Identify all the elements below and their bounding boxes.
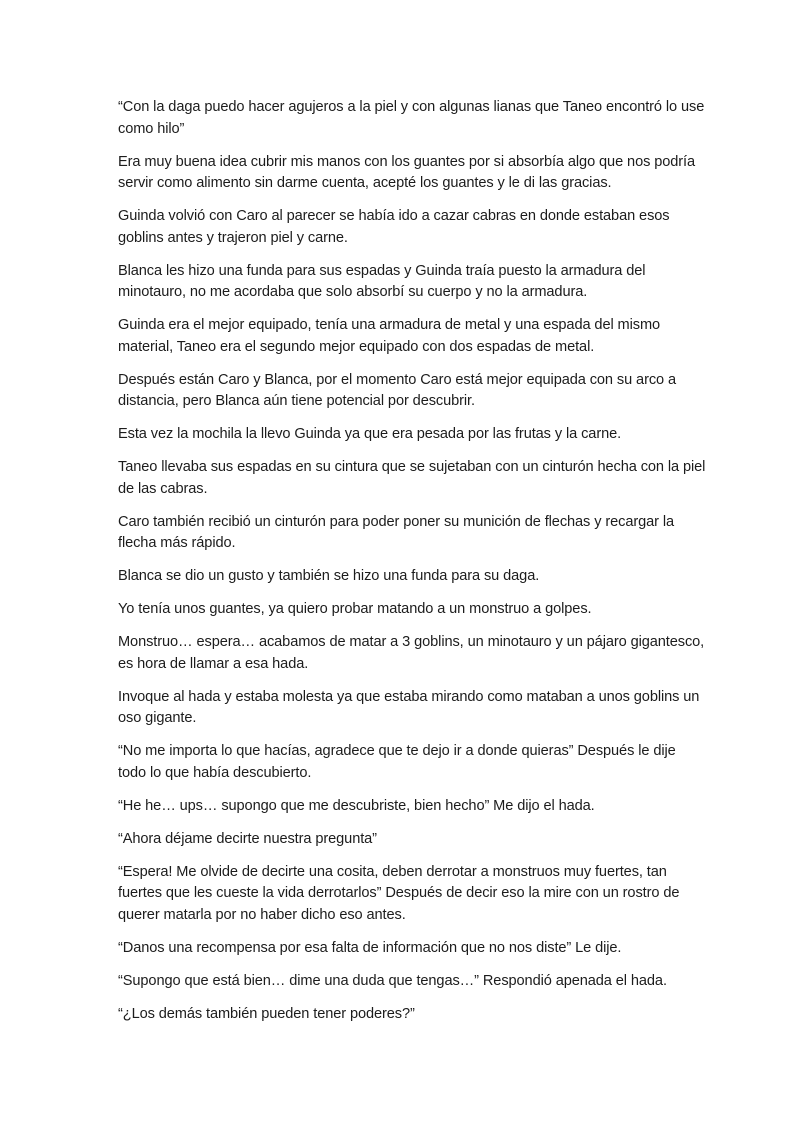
paragraph-13: Invoque al hada y estaba molesta ya que estaba mirando como mataban a unos goblins un oso gigante. xyxy=(118,688,700,726)
paragraph-7: Esta vez la mochila la llevo Guinda ya que era pesada por las frutas y la carne. xyxy=(118,426,622,442)
paragraph-14: “No me importa lo que hacías, agradece que te dejo ir a donde quieras” Después le dije todo lo que había descubierto. xyxy=(118,743,676,781)
paragraph-1: “Con la daga puedo hacer agujeros a la piel y con algunas lianas que Taneo encontró lo use como hilo” xyxy=(118,99,705,137)
paragraph-19: “Supongo que está bien… dime una duda que tengas…” Respondió apenada el hada. xyxy=(118,972,667,989)
paragraph-9: Caro también recibió un cinturón para poder poner su munición de flechas y recargar la flecha más rápido. xyxy=(118,513,675,551)
paragraph-11: Yo tenía unos guantes, ya quiero probar matando a un monstruo a golpes. xyxy=(118,601,592,617)
paragraph-20: “¿Los demás también pueden tener poderes?” xyxy=(118,1005,415,1022)
page-body xyxy=(118,97,706,1037)
paragraph-12: Monstruo… espera… acabamos de matar a 3 goblins, un minotauro y un pájaro gigantesco, es hora de llamar a esa hada. xyxy=(118,634,705,672)
paragraph-8: Taneo llevaba sus espadas en su cintura que se sujetaban con un cinturón hecha con la piel de las cabras. xyxy=(118,459,706,497)
paragraph-18: “Danos una recompensa por esa falta de información que no nos diste” Le dije. xyxy=(118,939,622,956)
paragraph-10: Blanca se dio un gusto y también se hizo una funda para su daga. xyxy=(118,568,540,584)
paragraph-4: Blanca les hizo una funda para sus espadas y Guinda traía puesto la armadura del minotauro, no me acordaba que solo absorbí su cuerpo y no la armadura. xyxy=(118,262,646,300)
paragraph-15: “He he… ups… supongo que me descubriste, bien hecho” Me dijo el hada. xyxy=(118,797,595,814)
paragraph-2: Era muy buena idea cubrir mis manos con los guantes por si absorbía algo que nos podría servir como alimento sin darme cuenta, acepté los guantes y le di las gracias. xyxy=(118,153,696,191)
paragraph-6: Después están Caro y Blanca, por el momento Caro está mejor equipada con su arco a distancia, pero Blanca aún tiene potencial por descubrir. xyxy=(118,371,677,409)
paragraph-5: Guinda era el mejor equipado, tenía una armadura de metal y una espada del mismo material, Taneo era el segundo mejor equipado con dos espadas de metal. xyxy=(118,317,661,355)
paragraph-17: “Espera! Me olvide de decirte una cosita, deben derrotar a monstruos muy fuertes, tan fuertes que les cueste la vida derrotarlos” Después de decir eso la mire con un rostro de querer matarla por no haber dicho eso antes. xyxy=(118,863,680,923)
paragraph-3: Guinda volvió con Caro al parecer se había ido a cazar cabras en donde estaban esos goblins antes y trajeron piel y carne. xyxy=(118,208,670,246)
paragraph-16: “Ahora déjame decirte nuestra pregunta” xyxy=(118,830,377,847)
